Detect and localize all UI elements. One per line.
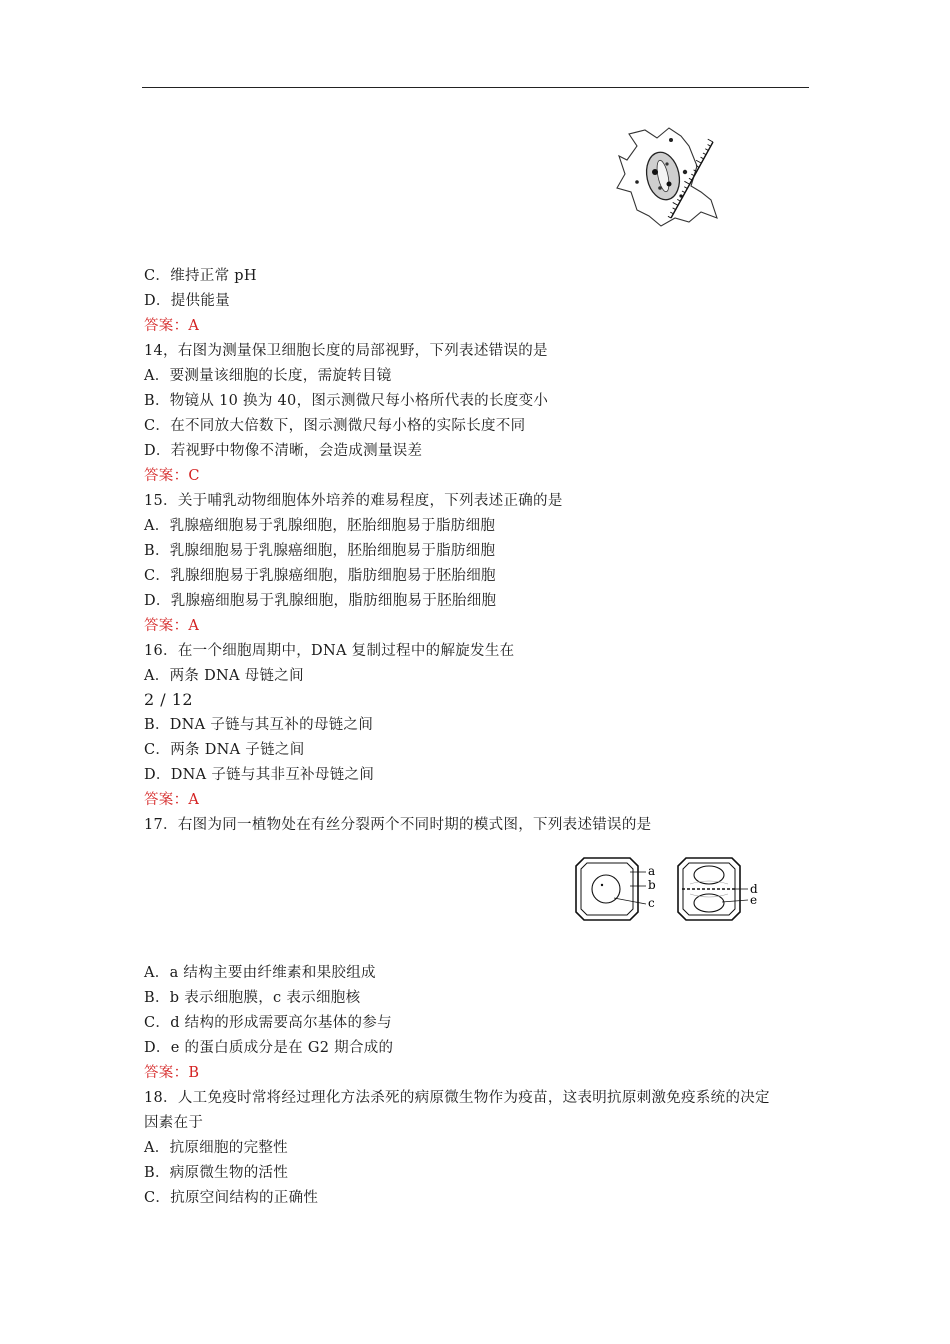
text-line-q17-option-d: D．e 的蛋白质成分是在 G2 期合成的 [144,1040,394,1056]
micrometer-tick [668,216,671,218]
text-line-q15-option-a: A．乳腺癌细胞易于乳腺细胞，胚胎细胞易于脂肪细胞 [144,518,496,534]
text-line-q17-option-a: A．a 结构主要由纤维素和果胶组成 [144,965,376,981]
text-line-q18-option-a: A．抗原细胞的完整性 [144,1140,288,1156]
mitosis-cells-figure [572,854,762,926]
question-17: 17．右图为同一植物处在有丝分裂两个不同时期的模式图，下列表述错误的是 [144,817,652,833]
question-18: 18．人工免疫时常将经过理化方法杀死的病原微生物作为疫苗，这表明抗原刺激免疫系统的决定 [144,1090,770,1106]
micrometer-tick [701,157,704,159]
text-line-q14-option-b: B．物镜从 10 换为 40，图示测微尺每小格所代表的长度变小 [144,393,549,409]
label-d: d [750,882,758,896]
text-line-q14-option-a: A．要测量该细胞的长度，需旋转目镜 [144,368,392,384]
answer-q13: 答案：A [144,318,200,334]
micrometer-tick [684,181,689,184]
answer-q14: 答案：C [144,468,200,484]
micrometer-tick [673,208,676,210]
micrometer-tick [705,149,708,151]
label-b: b [648,878,656,892]
micrometer-tick [670,212,673,214]
text-line-q17-option-c: C．d 结构的形成需要高尔基体的参与 [144,1015,392,1031]
text-line-q15-option-d: D．乳腺癌细胞易于乳腺细胞，脂肪细胞易于胚胎细胞 [144,593,497,609]
text-line-q16-option-d: D．DNA 子链与其非互补母链之间 [144,767,375,783]
label-e: e [750,893,758,907]
text-line-q16-option-b: B．DNA 子链与其互补的母链之间 [144,717,374,733]
label-c: c [648,896,655,910]
text-line-q14-option-d: D．若视野中物像不清晰，会造成测量误差 [144,443,423,459]
text-line-q13-option-d: D．提供能量 [144,293,230,309]
micrometer-tick [684,187,687,189]
micrometer-tick [696,160,701,163]
label-a: a [648,864,656,878]
question-15: 15．关于哺乳动物细胞体外培养的难易程度，下列表述正确的是 [144,493,563,509]
answer-q16: 答案：A [144,792,200,808]
header-rule [142,87,809,88]
answer-q17: 答案：B [144,1065,200,1081]
text-line-q16-option-a: A．两条 DNA 母链之间 [144,668,304,684]
text-line-q18-option-c: C．抗原空间结构的正确性 [144,1190,319,1206]
text-line-q16-option-c: C．两条 DNA 子链之间 [144,742,305,758]
micrometer-tick [677,199,680,201]
question-14: 14，右图为测量保卫细胞长度的局部视野，下列表述错误的是 [144,343,548,359]
text-line-q17-option-b: B．b 表示细胞膜，c 表示细胞核 [144,990,361,1006]
micrometer-tick [708,145,711,147]
text-line-q14-option-c: C．在不同放大倍数下，图示测微尺每小格的实际长度不同 [144,418,526,434]
micrometer-tick [682,191,685,193]
micrometer-tick [708,139,713,142]
micrometer-tick [689,178,692,180]
answer-q15: 答案：A [144,618,200,634]
page-number: 2 / 12 [144,690,194,709]
text-line-q18-option-b: B．病原微生物的活性 [144,1165,289,1181]
text-line-q15-option-b: B．乳腺细胞易于乳腺癌细胞，胚胎细胞易于脂肪细胞 [144,543,496,559]
micrometer-tick [673,202,678,205]
question-18-continued: 因素在于 [144,1115,204,1131]
guard-cell-micrometer-figure [615,126,725,230]
text-line-q15-option-c: C．乳腺细胞易于乳腺癌细胞，脂肪细胞易于胚胎细胞 [144,568,496,584]
text-line-q13-option-c: C．维持正常 pH [144,268,257,284]
question-16: 16．在一个细胞周期中，DNA 复制过程中的解旋发生在 [144,643,515,659]
micrometer-tick [703,153,706,155]
